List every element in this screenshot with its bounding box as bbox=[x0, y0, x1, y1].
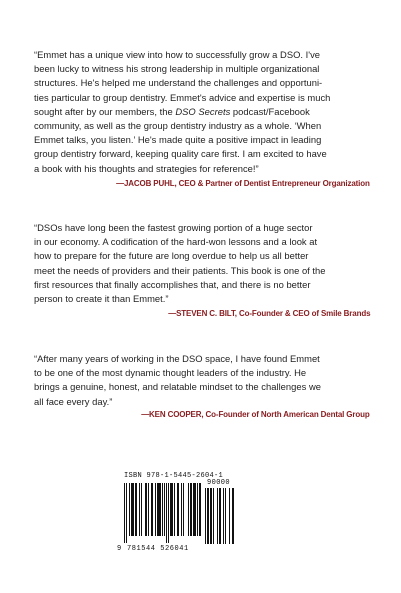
barcode-bar bbox=[124, 483, 125, 543]
barcode-bar bbox=[157, 483, 161, 536]
barcode-bar bbox=[207, 488, 209, 544]
quote-line: brings a genuine, honest, and relatable mindset to the challenges we bbox=[34, 381, 321, 393]
barcode-bar bbox=[139, 483, 140, 536]
barcode-bar bbox=[170, 483, 173, 536]
barcode-bar bbox=[190, 483, 192, 536]
isbn-label: ISBN 978-1-5445-2604-1 bbox=[124, 472, 224, 480]
barcode-bar bbox=[232, 488, 234, 544]
barcode-bar bbox=[141, 483, 142, 536]
endorsement-attribution-1: —JACOB PUHL, CEO & Partner of Dentist Entrepreneur Organization bbox=[116, 178, 370, 188]
barcode-bar bbox=[174, 483, 175, 536]
quote-line: a book with his thoughts and strategies for reference!” bbox=[34, 162, 259, 174]
endorsement-attribution-3: —KEN COOPER, Co-Founder of North American Dental Group bbox=[141, 409, 370, 419]
quote-line-part: podcast/Facebook bbox=[230, 105, 310, 117]
barcode-bar bbox=[229, 488, 230, 544]
endorsement-quote-1 bbox=[34, 48, 369, 176]
addon-barcode-bars bbox=[205, 488, 235, 546]
quote-line: structures. He's helped me understand the challenges and opportuni- bbox=[34, 77, 323, 89]
barcode-bar bbox=[155, 483, 156, 536]
quote-line: community, as well as the group dentistry industry as a whole. ‘When bbox=[34, 120, 322, 132]
barcode-bar bbox=[164, 483, 165, 536]
quote-line: “After many years of working in the DSO space, I have found Emmet bbox=[34, 353, 320, 364]
barcode-bar bbox=[148, 483, 149, 536]
quote-line: “Emmet has a unique view into how to successfully grow a DSO. I've bbox=[34, 49, 321, 60]
barcode-bar bbox=[199, 483, 201, 536]
barcode-bar bbox=[162, 483, 163, 536]
quote-line: how to prepare for the future are long overdue to help us all better bbox=[34, 250, 309, 262]
barcode-bar bbox=[135, 483, 137, 536]
barcode-bar bbox=[188, 483, 189, 536]
ean-first-digit: 9 bbox=[117, 545, 122, 553]
barcode-bar bbox=[197, 483, 198, 536]
barcode-bar bbox=[168, 483, 169, 543]
quote-line: Emmet talks, you listen.’ He's made quite a positive impact in leading bbox=[34, 134, 322, 146]
barcode-bar bbox=[151, 483, 153, 536]
barcode-bar bbox=[219, 488, 221, 544]
quote-line: meet the needs of providers and their patients. This book is one of the bbox=[34, 264, 326, 276]
barcode-bar bbox=[217, 488, 218, 544]
quote-line: to be one of the most dynamic thought leaders of the industry. He bbox=[34, 367, 307, 379]
barcode-bar bbox=[145, 483, 147, 536]
price-addon-digits: 90000 bbox=[207, 479, 231, 487]
endorsement-attribution-2: —STEVEN C. BILT, Co-Founder & CEO of Smile Brands bbox=[167, 308, 370, 318]
barcode-bar bbox=[223, 488, 224, 544]
barcode-bar bbox=[166, 483, 167, 543]
endorsement-quote-2 bbox=[34, 221, 369, 306]
quote-line-part: sought after by our members, the bbox=[34, 105, 176, 117]
barcode-bar bbox=[126, 483, 127, 543]
barcode-bar bbox=[129, 483, 130, 536]
barcode-bar bbox=[181, 483, 182, 536]
barcode-bar bbox=[193, 483, 196, 536]
barcode-bar bbox=[225, 488, 226, 544]
quote-line: person to create it than Emmet.” bbox=[34, 293, 169, 305]
quote-line: “DSOs have long been the fastest growing portion of a huge sector bbox=[34, 222, 313, 233]
ean-barcode-bars bbox=[124, 483, 204, 547]
barcode-bar bbox=[131, 483, 134, 536]
quote-line bbox=[34, 105, 369, 119]
ean-digits: 781544 526041 bbox=[127, 545, 189, 553]
quote-line: first resources that finally accomplishes that, and there is no better bbox=[34, 278, 311, 290]
barcode-bar bbox=[213, 488, 214, 544]
quote-line: been lucky to witness his strong leadership in multiple organizational bbox=[34, 63, 320, 75]
quote-line: group dentistry forward, keeping quality care first. I am excited to have bbox=[34, 148, 327, 160]
barcode-bar bbox=[177, 483, 179, 536]
podcast-title: DSO Secrets bbox=[175, 105, 231, 117]
quote-line: all face every day.” bbox=[34, 395, 113, 407]
quote-line: ties particular to group dentistry. Emmet's advice and expertise is much bbox=[34, 91, 331, 103]
barcode-bar bbox=[183, 483, 184, 536]
quote-line: in our economy. A codification of the hard-won lessons and a look at bbox=[34, 236, 318, 248]
barcode-bar bbox=[205, 488, 206, 544]
endorsement-quote-3 bbox=[34, 352, 369, 409]
barcode-bar bbox=[210, 488, 212, 544]
